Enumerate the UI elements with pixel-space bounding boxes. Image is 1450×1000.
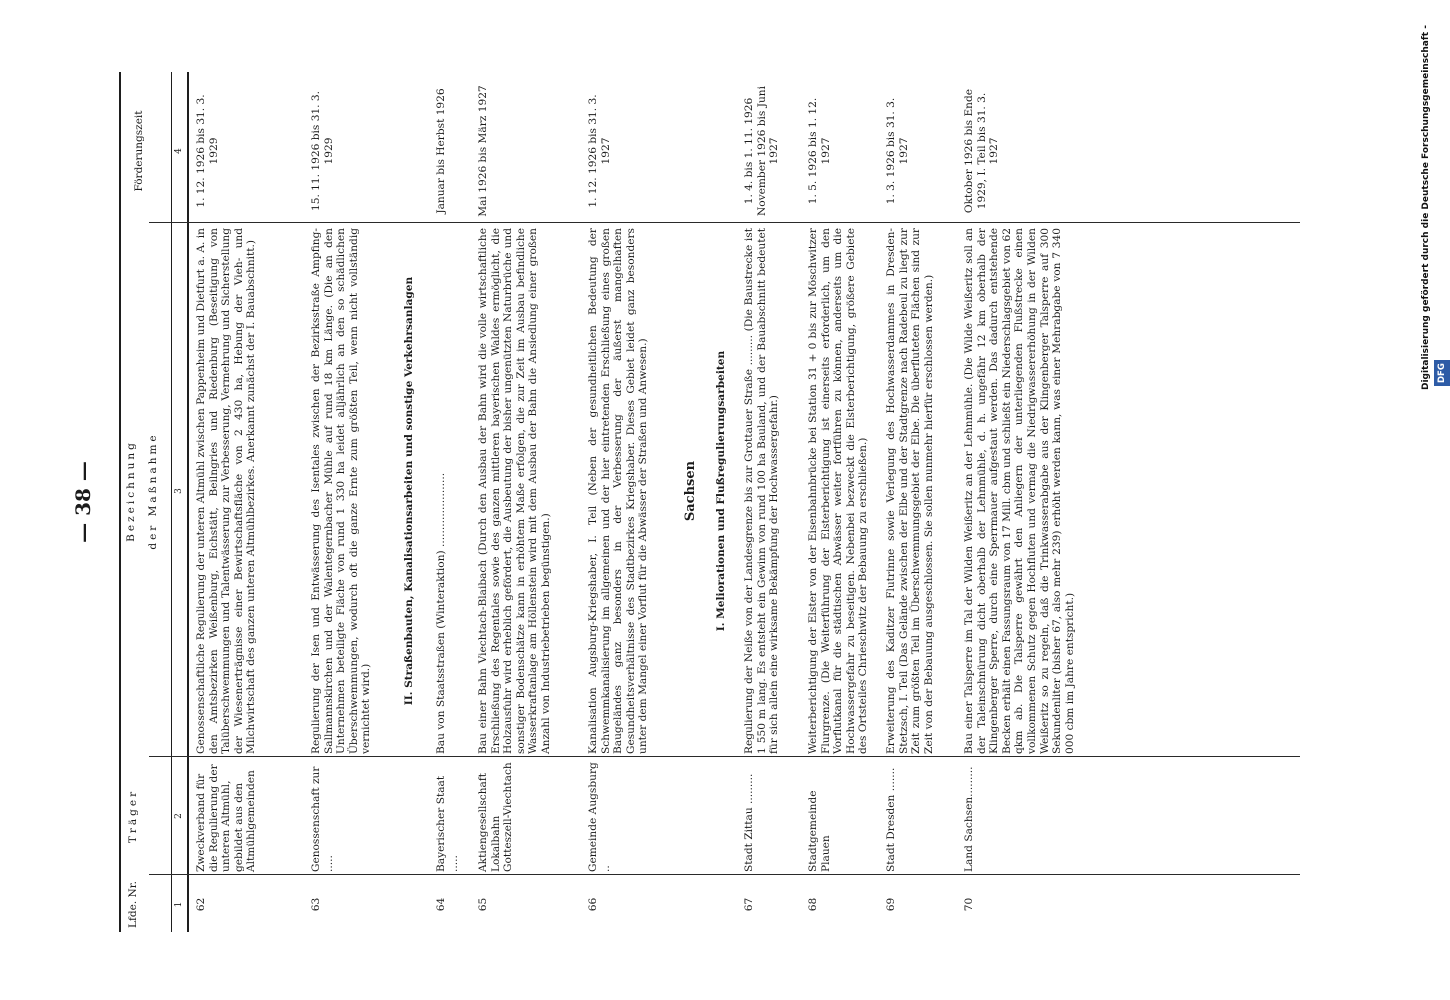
- row-bezeichnung: Bau von Staatsstraßen (Winteraktion) ......................: [435, 472, 447, 754]
- top-rule: [119, 72, 121, 932]
- row-foerderungszeit: 15. 11. 1926 bis 31. 3. 1929: [310, 90, 335, 212]
- row-traeger: Aktiengesellschaft Lokalbahn Gotteszell-Viechtach: [477, 762, 515, 872]
- row-foerderungszeit: 1. 4. bis 1. 11. 1926 November 1926 bis Juni 1927: [743, 86, 781, 217]
- col-header-foerderungszeit: Förderungszeit: [133, 110, 145, 192]
- row-traeger: Genossenschaft zur .....: [310, 766, 335, 872]
- row-bezeichnung: Regulierung der Neiße von der Landesgrenze bis zur Grottauer Straße ......... (Die Baustrecke ist 1 550 m lang. Es entsteht ein Gewinn von rund 100 ha Bauland, und der Bauabschnitt bedeutet für sich allein eine wirksame Bekämpfung der Hochwassergefahr.): [743, 228, 781, 754]
- row-traeger: Bayerischer Staat .....: [435, 775, 460, 872]
- row-number: 64: [435, 897, 447, 912]
- col-number-4: 4: [174, 148, 184, 154]
- row-traeger: Stadt Zittau .........: [743, 773, 755, 872]
- digitization-note: [1418, 0, 1447, 1000]
- col-header-lfde-nr: Lfde. Nr.: [127, 881, 139, 928]
- column-divider: [149, 222, 1300, 223]
- row-foerderungszeit: Mai 1926 bis März 1927: [477, 85, 489, 217]
- column-divider: [149, 756, 1300, 757]
- section-heading-sachsen: Sachsen: [683, 460, 698, 522]
- row-number: 63: [310, 897, 322, 912]
- section-heading: I. Meliorationen und Flußregulierungsarbeiten: [715, 350, 727, 632]
- digitization-note-text: Digitalisierung gefördert durch die Deutsche Forschungsgemeinschaft -: [1421, 25, 1431, 390]
- col-number-3: 3: [174, 488, 184, 494]
- row-bezeichnung: Genossenschaftliche Regulierung der unteren Altmühl zwischen Pappenheim und Dietfurt a. A. in den Amtsbezirken Weißenburg, Eichstätt, Beilngries und Riedenburg (Beseitigung von Talüberschwemmungen und Talentwässerung zur Verbesserung, Vermehrung und Sicherstellung der Wiesenerträgnisse einer Bewirtschaftsfläche von 2 430 ha, Hebung der Vieh- und Milchwirtschaft des ganzen unteren Altmühlbezirkes. Anerkannt zunächst der I. Bauabschnitt.): [195, 228, 258, 754]
- row-foerderungszeit: Oktober 1926 bis Ende 1929, I. Teil bis 31. 3. 1927: [963, 88, 1001, 214]
- row-number: 66: [587, 897, 599, 912]
- row-foerderungszeit: 1. 12. 1926 bis 31. 3. 1927: [587, 94, 612, 208]
- col-header-der-massnahme: der Maßnahme: [147, 432, 159, 550]
- col-header-bezeichnung: Bezeichnung: [125, 440, 137, 542]
- section-heading: II. Straßenbauten, Kanalisationsarbeiten und sonstige Verkehrsanlagen: [403, 276, 415, 706]
- row-foerderungszeit: 1. 3. 1926 bis 31. 3. 1927: [885, 97, 910, 205]
- row-number: 70: [963, 897, 975, 912]
- row-bezeichnung: Bau einer Talsperre im Tal der Wilden Weißeritz an der Lehnmühle. (Die Wilde Weißeritz soll an der Taleinschnürung dicht oberhalb der Lehnmühle, d. h. ungefähr 12 km oberhalb der Klingenberger Sperre, durch eine Sperrmauer aufgestaut werden. Das dadurch entstehende Becken erhält einen Fassungsraum von 17 Mill. cbm und schließt ein Niederschlagsgebiet von 62 qkm ab. Die Talsperre gewährt den Anliegern der unterliegenden Flußstrecke einen vollkommenen Schutz gegen Hochfluten und vermag die Niedrigwassererhöhung in der Wilden Weißeritz so zu regeln, daß die Trinkwasserabgabe aus der Klingenberger Talsperre auf 300 Sekundenliter (bisher 67, also mehr 239) erhöht werden kann, was einer Mehrabgabe von 7 340 000 cbm im Jahre entspricht.): [963, 228, 1076, 754]
- row-bezeichnung: Kanalisation Augsburg-Kriegshaber, I. Teil (Neben der gesundheitlichen Bedeutung der Schwemmkanalisierung im allgemeinen und der hier eintretenden Erschließung eines großen Baugeländes ganz besonders in der Verbesserung der äußerst mangelhaften Gesundheitsverhältnisse des Stadtbezirkes Kriegshaber. Dieses Gebiet leidet ganz besonders unter dem Mangel einer Vorflut für die Abwässer der Straßen und Anwesen.): [587, 228, 650, 754]
- col-header-traeger: Träger: [127, 788, 139, 844]
- row-number: 62: [195, 897, 207, 912]
- header-bottom-rule: [187, 72, 189, 932]
- row-traeger: Land Sachsen.........: [963, 766, 975, 872]
- row-foerderungszeit: 1. 12. 1926 bis 31. 3. 1929: [195, 94, 220, 208]
- row-traeger: Gemeinde Augsburg ..: [587, 762, 612, 872]
- row-bezeichnung: Erweiterung des Kaditzer Flutrinne sowie Verlegung des Hochwasserdammes in Dresden-Stetzsch, I. Teil (Das Gelände zwischen der Elbe und der Stadtgrenze nach Radebeul zu liegt zur Zeit zum größten Teil im Überschwemmungsgebiet der Elbe. Die überfluteten Flächen sind zur Zeit von der Bebauung ausgeschlossen. Sie sollen nunmehr hierfür erschlossen werden.): [885, 228, 935, 754]
- row-number: 69: [885, 897, 897, 912]
- row-traeger: Zweckverband für die Regulierung der unteren Altmühl, gebildet aus den Altmühlgemeinden: [195, 764, 258, 872]
- page-number: — 38 —: [71, 461, 95, 543]
- row-number: 67: [743, 897, 755, 912]
- row-traeger: Stadtgemeinde Plauen: [807, 790, 832, 872]
- row-bezeichnung: Bau einer Bahn Viechtach-Blaibach (Durch den Ausbau der Bahn wird die volle wirtschaftliche Erschließung des Regentales sowie des ganzen mittleren bayerischen Waldes ermöglicht, die Holzausfuhr wird erheblich gefördert, die Ausbeutung der bisher ungenützten Naturbrüche und sonstiger Bodenschätze kann in erhöhtem Maße erfolgen, die zur Zeit im Ausbau befindliche Wasserkraftanlage am Höllenstein wird mit dem Ausbau der Bahn die Ansiedlung einer großen Anzahl von Industriebetrieben begünstigen.): [477, 228, 552, 754]
- column-divider: [149, 874, 1300, 875]
- row-foerderungszeit: Januar bis Herbst 1926: [435, 88, 447, 214]
- rotated-table-page: [71, 72, 1300, 932]
- row-traeger: Stadt Dresden .......: [885, 767, 897, 872]
- dfg-logo: DFG: [1434, 360, 1450, 386]
- row-bezeichnung: Weiterberichtigung der Elster von der Eisenbahnbrücke bei Station 31 + 0 bis zur Möschwitzer Flurgrenze. (Die Weiterführung der Elsterberichtigung ist einerseits erforderlich, um den Vorflutkanal für die städtischen Abwässer weiter fortführen zu können, anderseits um die Hochwassergefahr zu beseitigen. Nebenbei bezweckt die Elsterberichtigung, größere Gebiete des Ortsteiles Chrieschwitz der Bebauung zu erschließen.): [807, 228, 870, 754]
- col-number-2: 2: [174, 813, 184, 819]
- row-number: 65: [477, 897, 489, 912]
- row-bezeichnung: Regulierung der Isen und Entwässerung des Isentales zwischen der Bezirksstraße Ampfing-Sallmannskirchen und der Walentegernbacher Mühle auf rund 18 km Länge. (Die an den Unternehmen beteiligte Fläche von rund 1 330 ha leidet alljährlich an den so schädlichen Überschwemmungen, wodurch oft die ganze Ernte zum größten Teil, wenn nicht vollständig vernichtet wird.): [310, 228, 373, 754]
- row-number: 68: [807, 897, 819, 912]
- col-number-1: 1: [174, 901, 184, 908]
- header-rule: [171, 72, 172, 932]
- row-foerderungszeit: 1. 5. 1926 bis 1. 12. 1927: [807, 97, 832, 205]
